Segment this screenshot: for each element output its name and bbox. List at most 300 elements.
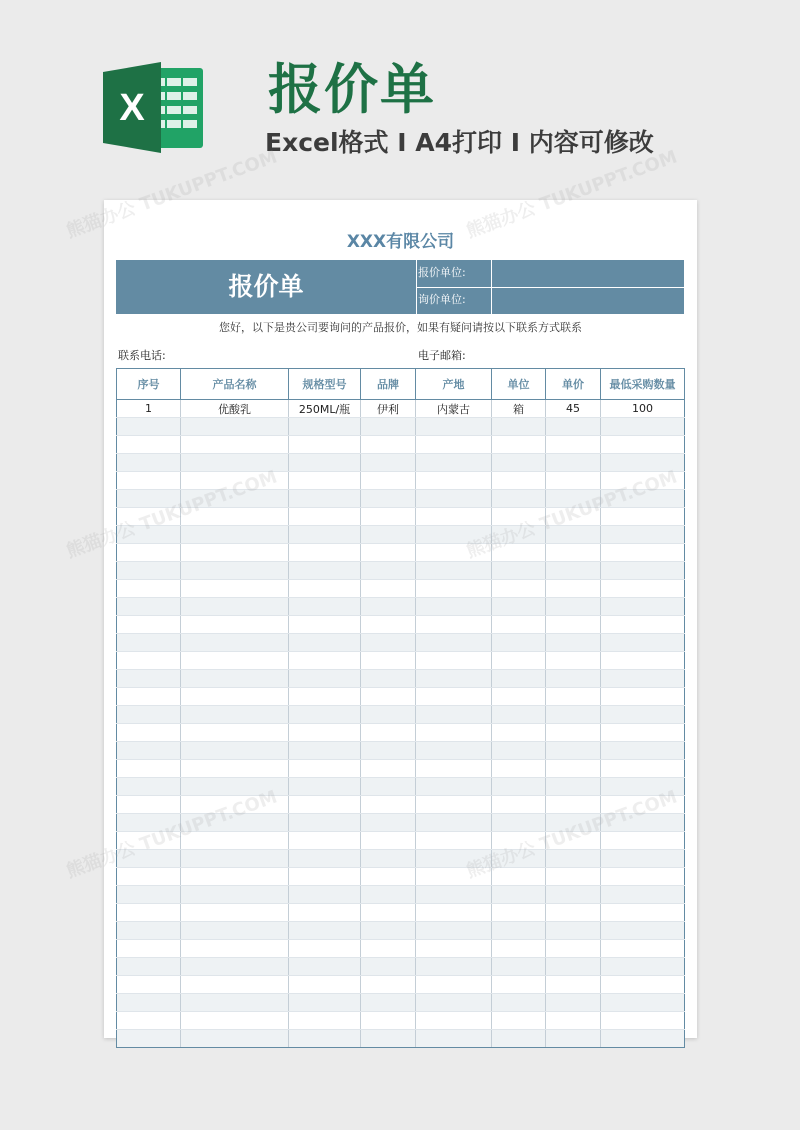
table-cell[interactable]	[181, 544, 289, 562]
table-cell[interactable]	[492, 832, 546, 850]
table-cell[interactable]	[361, 796, 416, 814]
table-cell[interactable]	[546, 454, 601, 472]
table-cell[interactable]	[546, 598, 601, 616]
table-cell[interactable]	[546, 1012, 601, 1030]
table-cell[interactable]	[492, 778, 546, 796]
table-cell[interactable]	[361, 724, 416, 742]
table-cell[interactable]	[546, 688, 601, 706]
table-cell[interactable]	[181, 454, 289, 472]
table-cell[interactable]	[416, 922, 492, 940]
table-cell[interactable]	[492, 868, 546, 886]
table-cell[interactable]	[181, 490, 289, 508]
table-cell[interactable]	[117, 814, 181, 832]
table-cell[interactable]	[117, 850, 181, 868]
table-cell[interactable]	[546, 616, 601, 634]
table-cell[interactable]	[181, 994, 289, 1012]
table-cell[interactable]	[492, 670, 546, 688]
table-cell[interactable]	[181, 814, 289, 832]
table-cell[interactable]	[492, 1012, 546, 1030]
table-cell[interactable]	[601, 850, 685, 868]
table-cell[interactable]	[416, 634, 492, 652]
table-cell[interactable]	[181, 1012, 289, 1030]
table-cell[interactable]	[416, 472, 492, 490]
table-cell[interactable]	[492, 886, 546, 904]
table-cell[interactable]	[361, 922, 416, 940]
table-cell[interactable]	[492, 652, 546, 670]
table-cell[interactable]	[289, 904, 361, 922]
table-cell[interactable]	[289, 778, 361, 796]
table-cell[interactable]	[416, 994, 492, 1012]
table-cell[interactable]	[361, 490, 416, 508]
table-cell[interactable]	[181, 760, 289, 778]
table-cell[interactable]	[361, 1030, 416, 1048]
table-cell[interactable]	[181, 436, 289, 454]
table-cell[interactable]	[601, 994, 685, 1012]
table-cell[interactable]	[492, 562, 546, 580]
table-cell[interactable]	[492, 1030, 546, 1048]
table-cell[interactable]	[117, 436, 181, 454]
table-cell[interactable]	[181, 886, 289, 904]
table-cell[interactable]	[546, 742, 601, 760]
table-cell[interactable]	[601, 688, 685, 706]
table-cell[interactable]	[416, 832, 492, 850]
table-cell[interactable]	[181, 796, 289, 814]
table-cell[interactable]	[289, 436, 361, 454]
table-cell[interactable]	[361, 706, 416, 724]
table-cell[interactable]	[492, 976, 546, 994]
table-cell[interactable]	[546, 868, 601, 886]
table-cell[interactable]	[181, 616, 289, 634]
table-cell[interactable]	[416, 724, 492, 742]
table-row	[117, 454, 685, 472]
table-cell[interactable]: 250ML/瓶	[289, 400, 361, 418]
table-cell[interactable]	[289, 544, 361, 562]
table-cell[interactable]	[289, 490, 361, 508]
table-cell[interactable]	[601, 742, 685, 760]
table-cell[interactable]	[289, 562, 361, 580]
table-cell[interactable]	[601, 940, 685, 958]
table-cell[interactable]	[546, 940, 601, 958]
table-cell[interactable]	[416, 958, 492, 976]
table-cell[interactable]	[289, 652, 361, 670]
table-cell[interactable]	[416, 598, 492, 616]
table-row	[117, 724, 685, 742]
table-cell[interactable]	[492, 598, 546, 616]
table-cell[interactable]	[361, 688, 416, 706]
table-cell[interactable]	[289, 616, 361, 634]
table-cell[interactable]	[289, 454, 361, 472]
table-cell[interactable]	[546, 706, 601, 724]
table-cell[interactable]	[492, 904, 546, 922]
table-cell[interactable]	[117, 994, 181, 1012]
table-row	[117, 652, 685, 670]
table-cell[interactable]	[289, 688, 361, 706]
table-cell[interactable]	[601, 526, 685, 544]
table-cell[interactable]	[117, 796, 181, 814]
table-cell[interactable]	[117, 598, 181, 616]
table-cell[interactable]	[289, 598, 361, 616]
table-cell[interactable]	[492, 634, 546, 652]
table-cell[interactable]	[416, 796, 492, 814]
table-cell[interactable]	[492, 508, 546, 526]
table-cell[interactable]	[181, 418, 289, 436]
table-cell[interactable]	[361, 778, 416, 796]
table-cell[interactable]	[416, 562, 492, 580]
table-cell[interactable]	[492, 706, 546, 724]
table-cell[interactable]	[416, 436, 492, 454]
table-row	[117, 1030, 685, 1048]
table-cell[interactable]	[492, 922, 546, 940]
table-row	[117, 778, 685, 796]
table-cell[interactable]	[416, 904, 492, 922]
table-cell[interactable]	[601, 976, 685, 994]
table-cell[interactable]	[601, 490, 685, 508]
table-cell[interactable]	[289, 724, 361, 742]
table-cell[interactable]	[361, 544, 416, 562]
table-cell[interactable]	[601, 1012, 685, 1030]
table-cell[interactable]	[361, 670, 416, 688]
table-cell[interactable]	[416, 1030, 492, 1048]
table-cell[interactable]	[601, 436, 685, 454]
table-cell[interactable]	[546, 886, 601, 904]
table-cell[interactable]	[181, 670, 289, 688]
table-cell[interactable]	[416, 454, 492, 472]
table-cell[interactable]	[361, 472, 416, 490]
table-row	[117, 922, 685, 940]
table-cell[interactable]	[117, 922, 181, 940]
table-cell[interactable]	[289, 868, 361, 886]
table-cell[interactable]	[492, 940, 546, 958]
table-cell[interactable]	[181, 778, 289, 796]
table-cell[interactable]	[601, 454, 685, 472]
table-cell[interactable]	[492, 418, 546, 436]
table-cell[interactable]	[416, 940, 492, 958]
table-cell[interactable]	[117, 904, 181, 922]
table-cell[interactable]	[492, 454, 546, 472]
table-cell[interactable]	[289, 832, 361, 850]
table-cell[interactable]	[117, 670, 181, 688]
table-cell[interactable]	[492, 688, 546, 706]
table-cell[interactable]	[117, 742, 181, 760]
table-cell[interactable]	[181, 580, 289, 598]
table-cell[interactable]	[601, 724, 685, 742]
table-cell[interactable]	[117, 526, 181, 544]
table-cell[interactable]	[492, 580, 546, 598]
table-cell[interactable]	[546, 634, 601, 652]
table-cell[interactable]	[492, 724, 546, 742]
table-cell[interactable]	[416, 652, 492, 670]
table-cell[interactable]	[289, 760, 361, 778]
table-cell[interactable]	[546, 778, 601, 796]
table-cell[interactable]	[416, 886, 492, 904]
table-cell[interactable]	[416, 490, 492, 508]
table-cell[interactable]	[416, 670, 492, 688]
table-cell[interactable]: 优酸乳	[181, 400, 289, 418]
table-cell[interactable]	[181, 472, 289, 490]
table-cell[interactable]	[416, 616, 492, 634]
table-cell[interactable]	[117, 580, 181, 598]
table-cell[interactable]	[181, 598, 289, 616]
table-cell[interactable]	[361, 976, 416, 994]
table-cell[interactable]	[361, 742, 416, 760]
table-cell[interactable]	[492, 616, 546, 634]
table-cell[interactable]	[361, 454, 416, 472]
table-cell[interactable]	[546, 850, 601, 868]
table-cell[interactable]	[181, 1030, 289, 1048]
table-cell[interactable]	[181, 868, 289, 886]
table-row	[117, 868, 685, 886]
table-cell[interactable]	[416, 418, 492, 436]
table-cell[interactable]	[546, 922, 601, 940]
table-cell[interactable]	[117, 544, 181, 562]
table-cell[interactable]	[601, 796, 685, 814]
table-cell[interactable]	[289, 1030, 361, 1048]
table-cell[interactable]: 伊利	[361, 400, 416, 418]
table-cell[interactable]	[361, 418, 416, 436]
table-cell[interactable]	[289, 994, 361, 1012]
table-cell[interactable]	[117, 868, 181, 886]
table-cell[interactable]	[416, 850, 492, 868]
table-cell[interactable]	[289, 976, 361, 994]
table-cell[interactable]	[601, 508, 685, 526]
table-cell[interactable]: 45	[546, 400, 601, 418]
table-cell[interactable]	[117, 958, 181, 976]
table-cell[interactable]	[546, 580, 601, 598]
table-cell[interactable]	[546, 760, 601, 778]
table-cell[interactable]	[546, 994, 601, 1012]
table-cell[interactable]	[416, 508, 492, 526]
table-cell[interactable]: 100	[601, 400, 685, 418]
table-cell[interactable]	[601, 652, 685, 670]
table-cell[interactable]	[117, 634, 181, 652]
table-cell[interactable]	[601, 904, 685, 922]
table-cell[interactable]	[416, 976, 492, 994]
table-cell[interactable]	[289, 940, 361, 958]
table-cell[interactable]	[601, 544, 685, 562]
table-cell[interactable]	[181, 832, 289, 850]
table-cell[interactable]	[492, 994, 546, 1012]
table-cell[interactable]	[117, 472, 181, 490]
table-cell[interactable]	[181, 652, 289, 670]
table-cell[interactable]	[117, 724, 181, 742]
table-cell[interactable]	[361, 994, 416, 1012]
table-cell[interactable]	[492, 526, 546, 544]
table-cell[interactable]	[546, 832, 601, 850]
table-cell[interactable]: 1	[117, 400, 181, 418]
table-cell[interactable]	[289, 526, 361, 544]
table-row	[117, 400, 685, 418]
table-cell[interactable]	[289, 886, 361, 904]
table-cell[interactable]	[601, 922, 685, 940]
table-cell[interactable]	[546, 418, 601, 436]
table-cell[interactable]	[289, 508, 361, 526]
table-cell[interactable]	[492, 850, 546, 868]
table-cell[interactable]	[289, 418, 361, 436]
table-cell[interactable]	[361, 904, 416, 922]
table-cell[interactable]	[361, 508, 416, 526]
table-cell[interactable]	[181, 922, 289, 940]
table-cell[interactable]	[361, 850, 416, 868]
table-cell[interactable]	[361, 832, 416, 850]
table-cell[interactable]	[117, 706, 181, 724]
table-cell[interactable]	[601, 670, 685, 688]
table-cell[interactable]	[181, 634, 289, 652]
table-cell[interactable]	[601, 886, 685, 904]
table-cell[interactable]	[361, 526, 416, 544]
table-cell[interactable]	[181, 688, 289, 706]
table-cell[interactable]	[601, 598, 685, 616]
table-cell[interactable]	[546, 490, 601, 508]
table-cell[interactable]	[361, 580, 416, 598]
table-row	[117, 814, 685, 832]
table-cell[interactable]	[546, 436, 601, 454]
table-cell[interactable]	[492, 490, 546, 508]
table-cell[interactable]	[361, 886, 416, 904]
table-cell[interactable]	[289, 706, 361, 724]
table-cell[interactable]	[361, 598, 416, 616]
table-cell[interactable]	[117, 760, 181, 778]
table-cell[interactable]	[601, 778, 685, 796]
table-cell[interactable]	[416, 706, 492, 724]
table-cell[interactable]	[361, 814, 416, 832]
table-cell[interactable]	[601, 814, 685, 832]
table-cell[interactable]	[117, 688, 181, 706]
table-cell[interactable]	[546, 976, 601, 994]
table-cell[interactable]	[492, 796, 546, 814]
table-cell[interactable]	[416, 1012, 492, 1030]
table-cell[interactable]	[117, 616, 181, 634]
table-cell[interactable]	[361, 940, 416, 958]
table-cell[interactable]	[361, 760, 416, 778]
table-cell[interactable]	[117, 508, 181, 526]
table-cell[interactable]	[601, 706, 685, 724]
table-cell[interactable]	[117, 976, 181, 994]
table-cell[interactable]	[546, 472, 601, 490]
table-cell[interactable]	[546, 724, 601, 742]
table-cell[interactable]	[181, 562, 289, 580]
table-cell[interactable]	[416, 688, 492, 706]
table-row	[117, 958, 685, 976]
table-cell[interactable]	[117, 1012, 181, 1030]
table-cell[interactable]	[289, 580, 361, 598]
table-cell[interactable]	[289, 922, 361, 940]
table-cell[interactable]	[289, 742, 361, 760]
table-cell[interactable]	[416, 778, 492, 796]
table-cell[interactable]	[601, 868, 685, 886]
table-cell[interactable]	[361, 562, 416, 580]
table-cell[interactable]	[546, 796, 601, 814]
table-cell[interactable]	[492, 814, 546, 832]
table-cell[interactable]	[416, 760, 492, 778]
table-cell[interactable]	[601, 634, 685, 652]
table-cell[interactable]	[601, 616, 685, 634]
table-cell[interactable]	[117, 832, 181, 850]
table-cell[interactable]	[289, 670, 361, 688]
table-cell[interactable]	[181, 706, 289, 724]
table-cell[interactable]	[601, 832, 685, 850]
table-cell[interactable]	[117, 418, 181, 436]
table-cell[interactable]	[117, 562, 181, 580]
table-cell[interactable]	[289, 814, 361, 832]
table-cell[interactable]: 内蒙古	[416, 400, 492, 418]
table-cell[interactable]	[117, 940, 181, 958]
table-cell[interactable]	[181, 742, 289, 760]
table-cell[interactable]	[181, 904, 289, 922]
table-cell[interactable]	[361, 958, 416, 976]
table-cell[interactable]	[492, 472, 546, 490]
table-cell[interactable]	[181, 958, 289, 976]
table-cell[interactable]	[416, 580, 492, 598]
table-cell[interactable]	[181, 526, 289, 544]
table-cell[interactable]	[289, 796, 361, 814]
table-cell[interactable]	[546, 670, 601, 688]
table-cell[interactable]	[492, 436, 546, 454]
table-cell[interactable]	[117, 1030, 181, 1048]
table-cell[interactable]	[117, 490, 181, 508]
table-cell[interactable]	[181, 976, 289, 994]
table-cell[interactable]	[361, 868, 416, 886]
table-cell[interactable]	[289, 472, 361, 490]
table-cell[interactable]	[601, 562, 685, 580]
table-cell[interactable]	[361, 616, 416, 634]
table-cell[interactable]	[361, 634, 416, 652]
table-cell[interactable]	[181, 508, 289, 526]
table-cell[interactable]	[492, 760, 546, 778]
table-cell[interactable]	[546, 562, 601, 580]
table-cell[interactable]	[601, 760, 685, 778]
table-cell[interactable]	[117, 778, 181, 796]
table-cell[interactable]	[546, 958, 601, 976]
table-cell[interactable]	[117, 454, 181, 472]
table-cell[interactable]	[546, 814, 601, 832]
table-row	[117, 688, 685, 706]
table-row	[117, 760, 685, 778]
table-cell[interactable]	[546, 904, 601, 922]
table-cell[interactable]	[181, 850, 289, 868]
table-cell[interactable]	[181, 940, 289, 958]
table-cell[interactable]	[601, 418, 685, 436]
table-cell[interactable]	[361, 652, 416, 670]
table-cell[interactable]	[416, 868, 492, 886]
table-cell[interactable]	[181, 724, 289, 742]
table-cell[interactable]	[546, 652, 601, 670]
table-cell[interactable]	[416, 544, 492, 562]
table-cell[interactable]	[289, 634, 361, 652]
table-cell[interactable]	[117, 652, 181, 670]
table-cell[interactable]	[601, 580, 685, 598]
table-cell[interactable]	[416, 814, 492, 832]
table-cell[interactable]	[492, 742, 546, 760]
table-cell[interactable]	[546, 1030, 601, 1048]
table-cell[interactable]	[117, 886, 181, 904]
table-cell[interactable]	[546, 544, 601, 562]
table-cell[interactable]	[546, 508, 601, 526]
table-cell[interactable]: 箱	[492, 400, 546, 418]
table-cell[interactable]	[601, 472, 685, 490]
table-cell[interactable]	[601, 1030, 685, 1048]
table-cell[interactable]	[289, 958, 361, 976]
table-cell[interactable]	[289, 850, 361, 868]
table-cell[interactable]	[416, 742, 492, 760]
table-cell[interactable]	[492, 958, 546, 976]
table-cell[interactable]	[492, 544, 546, 562]
table-cell[interactable]	[601, 958, 685, 976]
table-cell[interactable]	[546, 526, 601, 544]
table-cell[interactable]	[361, 436, 416, 454]
table-cell[interactable]	[361, 1012, 416, 1030]
table-cell[interactable]	[289, 1012, 361, 1030]
table-cell[interactable]	[416, 526, 492, 544]
